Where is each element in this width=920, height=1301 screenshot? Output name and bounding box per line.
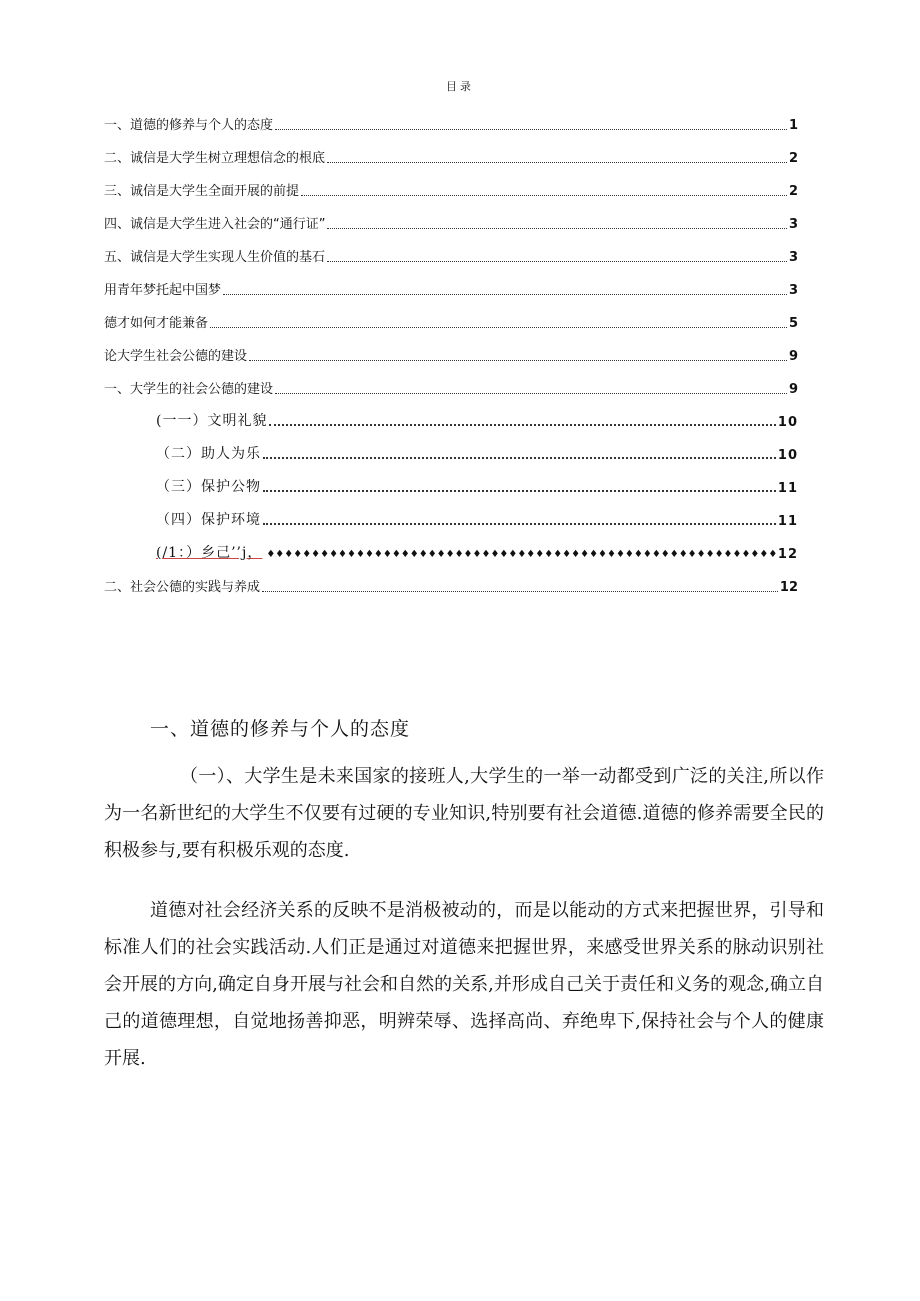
toc-entry-page: 10 <box>777 448 798 463</box>
toc-entry-page: 9 <box>788 382 798 397</box>
toc-entry-label: 一、道德的修养与个人的态度 <box>104 118 274 133</box>
toc-leader <box>275 392 787 394</box>
toc-entry-page: 11 <box>777 481 798 496</box>
toc-entry-page: 5 <box>788 316 798 331</box>
toc-entry-label: 论大学生社会公德的建设 <box>104 349 248 364</box>
toc-subentry[interactable] <box>104 500 798 533</box>
toc-leader <box>263 489 776 492</box>
toc-entry-page: 2 <box>788 184 798 199</box>
toc-leader <box>275 128 787 130</box>
toc-leader: ♦♦♦♦♦♦♦♦♦♦♦♦♦♦♦♦♦♦♦♦♦♦♦♦♦♦♦♦♦♦♦♦♦♦♦♦♦♦♦♦♦♦♦♦♦♦♦♦♦♦♦♦♦♦♦♦♦ <box>266 549 778 560</box>
toc-entry[interactable] <box>104 203 798 236</box>
toc-entry[interactable] <box>104 104 798 137</box>
toc-entry-label: 德才如何才能兼备 <box>104 316 209 331</box>
toc-entry-label: （二）助人为乐 <box>156 446 261 462</box>
toc-subentry[interactable] <box>104 401 798 434</box>
toc-entry[interactable] <box>104 335 798 368</box>
toc-leader <box>327 260 787 262</box>
section-heading: 一、道德的修养与个人的态度 <box>150 718 411 740</box>
toc-entry-label: 二、诚信是大学生树立理想信念的根底 <box>104 151 326 166</box>
toc-leader <box>210 326 787 328</box>
toc-entry-label: （四）保护环境 <box>156 512 261 528</box>
toc-entry-page: 9 <box>788 349 798 364</box>
toc-leader <box>269 423 775 426</box>
toc-entry-page: 1 <box>788 118 798 133</box>
toc-entry-page: 10 <box>777 415 798 430</box>
body-paragraph: 道德对社会经济关系的反映不是消极被动的，而是以能动的方式来把握世界，引导和标准人们的社会实践活动.人们正是通过对道德来把握世界，来感受世界关系的脉动识别社会开展的方向,确定自身开展与社会和自然的关系,并形成自己关于责任和义务的观念,确立自己的道德理想，自觉地扬善抑恶，明辨荣辱、选择高尚、弃绝卑下,保持社会与个人的健康开展. <box>104 900 824 1069</box>
toc-entry[interactable] <box>104 302 798 335</box>
toc-leader <box>301 194 787 196</box>
toc-entry[interactable] <box>104 170 798 203</box>
toc-entry[interactable] <box>104 236 798 269</box>
toc-title: 目录 <box>446 80 474 93</box>
toc-subentry[interactable] <box>104 434 798 467</box>
body-paragraph: （一）、大学生是未来国家的接班人,大学生的一举一动都受到广泛的关注,所以作为一名新世纪的大学生不仅要有过硬的专业知识,特别要有社会道德.道德的修养需要全民的积极参与,要有积极乐观的态度. <box>104 766 824 861</box>
toc-entry-label: 三、诚信是大学生全面开展的前提 <box>104 184 300 199</box>
toc-entry-page: 12 <box>777 547 798 562</box>
toc-leader <box>249 359 787 361</box>
toc-entry-page: 2 <box>788 151 798 166</box>
toc-entry[interactable] <box>104 137 798 170</box>
toc-leader <box>263 522 776 525</box>
toc-subentry[interactable] <box>104 533 798 566</box>
toc-subentry[interactable] <box>104 467 798 500</box>
toc-entry-page: 12 <box>779 580 798 595</box>
table-of-contents <box>104 104 798 599</box>
toc-entry-page: 3 <box>788 283 798 298</box>
toc-entry-label: (一一）文明礼貌 <box>156 413 268 429</box>
toc-entry[interactable] <box>104 269 798 302</box>
toc-leader <box>262 590 778 592</box>
toc-leader <box>327 161 787 163</box>
toc-entry-label: 二、社会公德的实践与养成 <box>104 580 261 595</box>
toc-entry-label: (/1：）乡己’’j， <box>156 545 263 561</box>
toc-entry[interactable] <box>104 566 798 599</box>
toc-entry-label: （三）保护公物 <box>156 479 261 495</box>
toc-entry-label: 用青年梦托起中国梦 <box>104 283 222 298</box>
toc-leader <box>263 456 776 459</box>
toc-entry-label: 一、大学生的社会公德的建设 <box>104 382 274 397</box>
toc-leader <box>327 227 786 229</box>
toc-entry-label: 四、诚信是大学生进入社会的“通行证” <box>104 217 326 232</box>
toc-leader <box>223 293 787 295</box>
toc-entry-label: 五、诚信是大学生实现人生价值的基石 <box>104 250 326 265</box>
toc-entry-page: 11 <box>777 514 798 529</box>
toc-entry-page: 3 <box>788 250 798 265</box>
toc-entry-page: 3 <box>788 217 798 232</box>
toc-entry[interactable] <box>104 368 798 401</box>
